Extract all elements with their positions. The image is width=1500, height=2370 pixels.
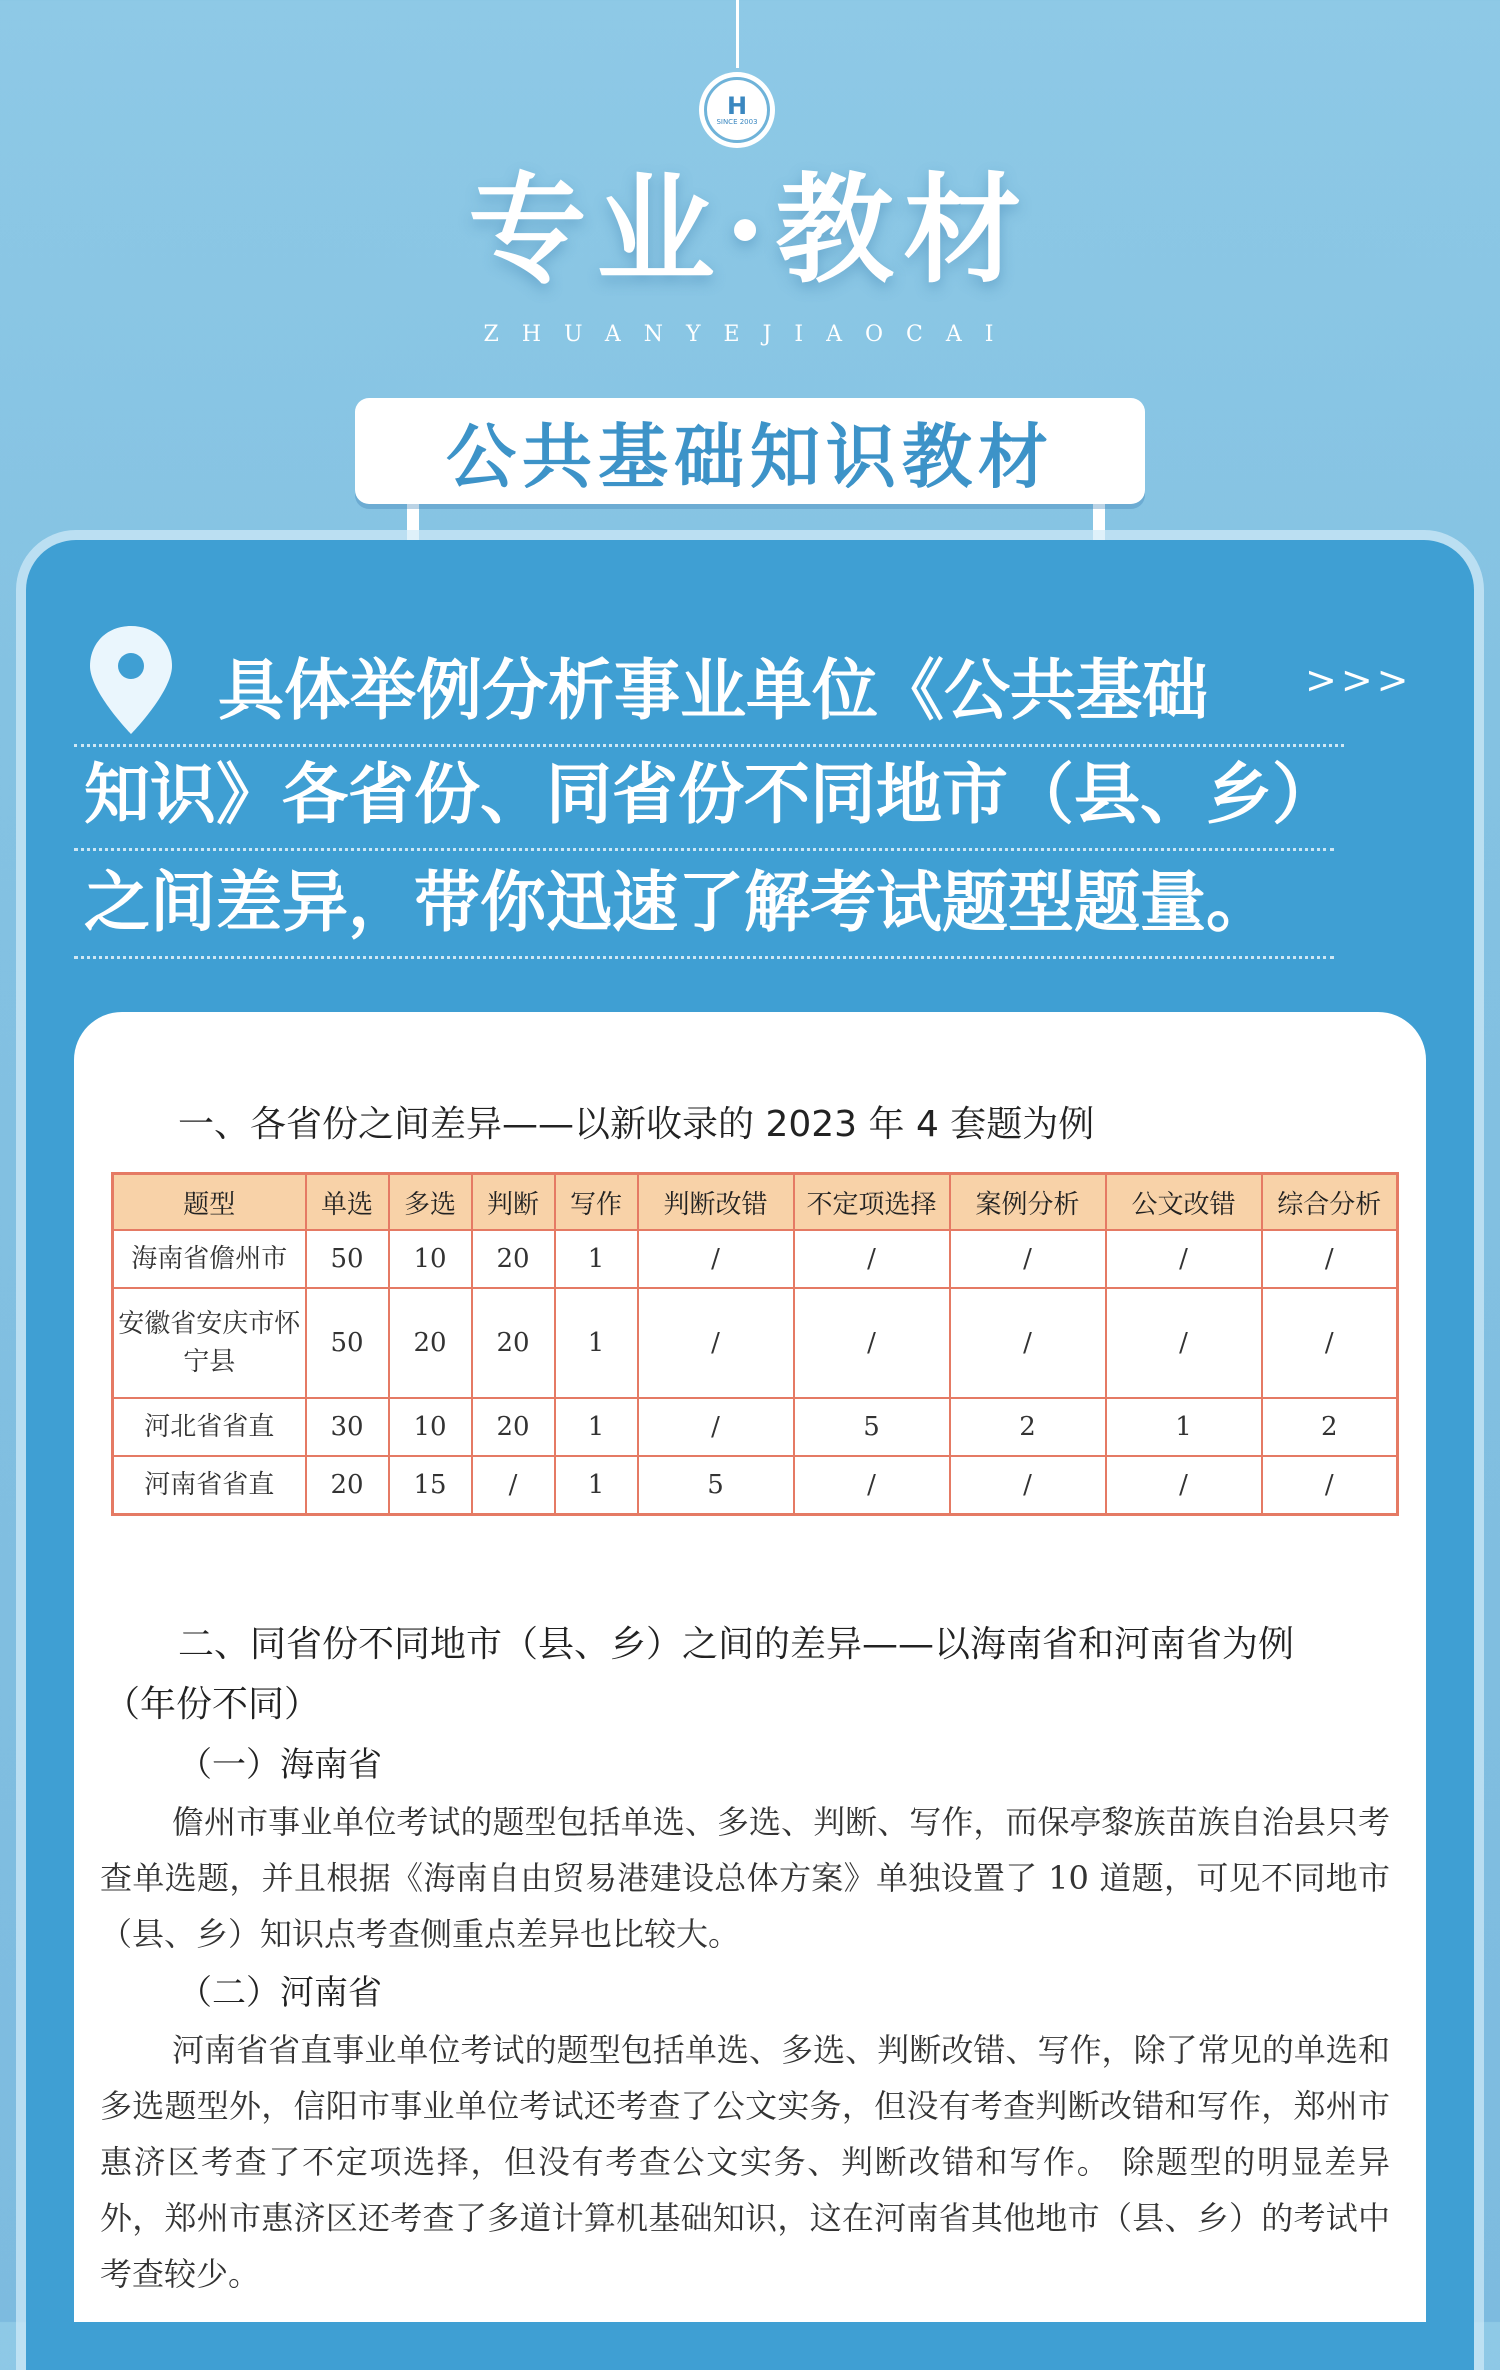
- table-cell: 10: [389, 1230, 472, 1288]
- table-cell: /: [950, 1456, 1106, 1515]
- table-cell: 20: [389, 1288, 472, 1398]
- column-header: 单选: [306, 1174, 389, 1231]
- table-cell: /: [950, 1288, 1106, 1398]
- table-cell: 20: [306, 1456, 389, 1515]
- location-pin-icon: [84, 622, 178, 738]
- table-cell: /: [1262, 1288, 1398, 1398]
- table-cell: 1: [555, 1288, 638, 1398]
- logo-subtext: SINCE 2003: [716, 117, 758, 126]
- table-cell: /: [1106, 1456, 1262, 1515]
- region-cell: 河北省省直: [113, 1398, 306, 1456]
- table-cell: /: [638, 1288, 794, 1398]
- table-cell: /: [794, 1288, 950, 1398]
- logo-mark: H: [726, 91, 748, 120]
- table-row: [113, 1398, 1398, 1456]
- table-cell: 15: [389, 1456, 472, 1515]
- table-cell: /: [638, 1398, 794, 1456]
- logo-ring: [704, 77, 770, 143]
- region-cell: 安徽省安庆市怀宁县: [113, 1288, 306, 1398]
- table-cell: 2: [950, 1398, 1106, 1456]
- table-cell: /: [1262, 1230, 1398, 1288]
- intro-heading-line-3: 之间差异，带你迅速了解考试题型题量。: [84, 863, 1272, 941]
- table-cell: /: [1106, 1288, 1262, 1398]
- hero-pinyin: ZHUANYEJIAOCAI: [483, 322, 1017, 347]
- column-header: 题型: [113, 1174, 306, 1231]
- table-cell: /: [794, 1230, 950, 1288]
- table-cell: 1: [1106, 1398, 1262, 1456]
- dotted-divider: [74, 744, 1344, 747]
- intro-heading-line-1: 具体举例分析事业单位《公共基础: [218, 651, 1208, 729]
- column-header: 判断: [472, 1174, 555, 1231]
- table-row: [113, 1288, 1398, 1398]
- column-header: 判断改错: [638, 1174, 794, 1231]
- table-row: [113, 1230, 1398, 1288]
- column-header: 公文改错: [1106, 1174, 1262, 1231]
- table-cell: /: [472, 1456, 555, 1515]
- section2-title-continued: （年份不同）: [104, 1684, 321, 1725]
- table-cell: 5: [794, 1398, 950, 1456]
- column-header: 案例分析: [950, 1174, 1106, 1231]
- table-row: [113, 1456, 1398, 1515]
- table-cell: /: [950, 1230, 1106, 1288]
- column-header: 写作: [555, 1174, 638, 1231]
- table-header-row: [113, 1174, 1398, 1231]
- table-cell: 5: [638, 1456, 794, 1515]
- region-cell: 海南省儋州市: [113, 1230, 306, 1288]
- table-cell: /: [638, 1230, 794, 1288]
- publisher-logo-icon: [699, 72, 775, 148]
- book-title-banner: [355, 398, 1145, 504]
- column-header: 多选: [389, 1174, 472, 1231]
- book-title: 公共基础知识教材: [446, 414, 1054, 498]
- table-cell: /: [1106, 1230, 1262, 1288]
- paragraph-henan: 河南省省直事业单位考试的题型包括单选、多选、判断改错、写作，除了常见的单选和多选题型外，信阳市事业单位考试还考查了公文实务，但没有考查判断改错和写作，郑州市惠济区考查了不定项选择，但没有考查公文实务、判断改错和写作。 除题型的明显差异外，郑州市惠济区还考查了多道计算机基础知识，这在河南省其他地市（县、乡）的考试中考查较少。: [100, 2031, 1390, 2293]
- dotted-divider: [74, 848, 1334, 851]
- region-cell: 河南省省直: [113, 1456, 306, 1515]
- table-cell: 30: [306, 1398, 389, 1456]
- section2-title: 二、同省份不同地市（县、乡）之间的差异——以海南省和河南省为例: [178, 1624, 1295, 1665]
- table-cell: 1: [555, 1398, 638, 1456]
- table-cell: 50: [306, 1288, 389, 1398]
- column-header: 综合分析: [1262, 1174, 1398, 1231]
- column-header: 不定项选择: [794, 1174, 950, 1231]
- table-cell: 20: [472, 1230, 555, 1288]
- table-cell: 1: [555, 1456, 638, 1515]
- table-cell: 10: [389, 1398, 472, 1456]
- table-cell: 1: [555, 1230, 638, 1288]
- question-type-table: [111, 1172, 1399, 1516]
- section1-title: 一、各省份之间差异——以新收录的 2023 年 4 套题为例: [178, 1104, 1095, 1145]
- table-cell: 20: [472, 1288, 555, 1398]
- paragraph-hainan: 儋州市事业单位考试的题型包括单选、多选、判断、写作，而保亭黎族苗族自治县只考查单选题，并且根据《海南自由贸易港建设总体方案》单独设置了 10 道题，可见不同地市（县、乡）知识点考查侧重点差异也比较大。: [100, 1803, 1390, 1953]
- table-cell: /: [1262, 1456, 1398, 1515]
- dotted-divider: [74, 956, 1334, 959]
- table-cell: 20: [472, 1398, 555, 1456]
- top-hanging-line: [736, 0, 739, 68]
- subsection-hainan-title: （一）海南省: [178, 1745, 382, 1785]
- more-arrows: >>>: [1305, 658, 1413, 702]
- table-cell: /: [794, 1456, 950, 1515]
- table-cell: 50: [306, 1230, 389, 1288]
- table-cell: 2: [1262, 1398, 1398, 1456]
- intro-heading-line-2: 知识》各省份、同省份不同地市（县、乡）: [84, 755, 1338, 833]
- subsection-henan-title: （二）河南省: [178, 1973, 382, 2013]
- hero-title: 专业·教材: [468, 160, 1032, 299]
